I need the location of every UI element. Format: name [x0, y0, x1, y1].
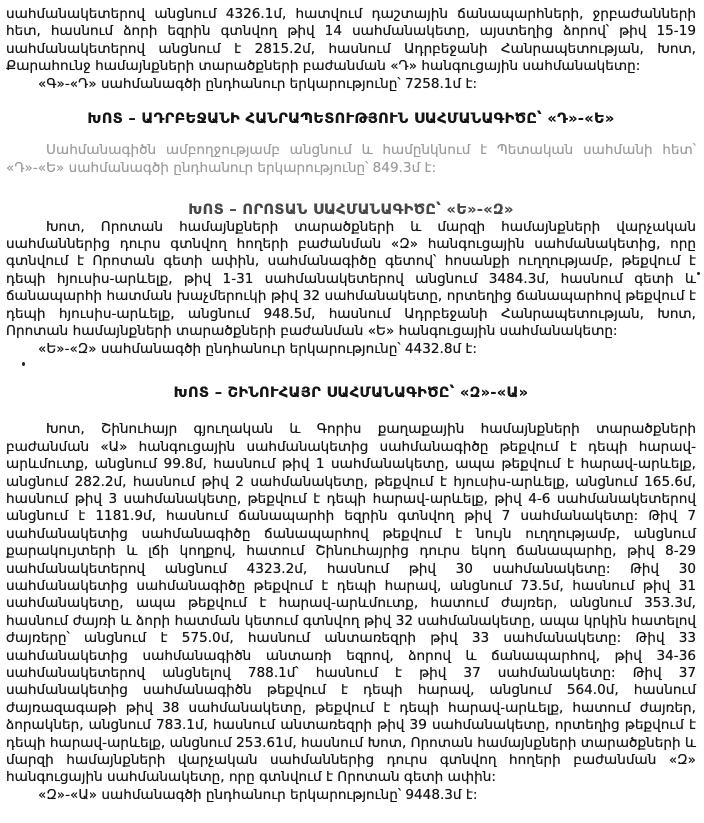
intro-total-length-line: «Գ»-«Դ» սահմանագծի ընդհանուր երկարությունը՝ 7258.1մ է: [38, 75, 478, 92]
heading-khot-vorotan-border: ԽՈՏ – ՈՐՈՏԱՆ ՍԱՀՄԱՆԱԳԻԾԸ՝ «Ե»-«Զ» [188, 201, 514, 219]
shinuhayr-border-paragraph: Խոտ, Շինուհայր գյուղական և Գորիս քաղաքային համայնքների տարածքների բաժանման «Ա» հանգուցային սահմանակետից սահմանագիծը թեքվում է դեպի հարավ-արևմուտք, անցնում 99.8մ, հասնում թիվ 1 սահմանակետը, ապա թեքվում է հարավ-արևելք, անցնում 282.2մ, հասնում թիվ 2 սահմանակետը, թեքվում է հյուսիս-արևելք, անցնում 165.6մ, հասնում թիվ 3 սահմանակետը, թեքվում է դեպի հարավ-արևելք, թիվ 4-6 սահմանակետերով անցնում է 1181.9մ, հասնում ճանապարհի եզրին գտնվող թիվ 7 սահմանակետը: Թիվ 7 սահմանակետից սահմանագիծը ճանապարհով թեքվում է նույն ուղղությամբ, անցնում քարակույտերի և լճի կողքով, հատում Շինուհայրից դուրս եկող ճանապարհը, թիվ 8-29 սահմանակետերով անցնում 4323.2մ, հասնում թիվ 30 սահմանակետը: Թիվ 30 սահմանակետից սահմանագիծը թեքվում է դեպի հարավ, անցնում 73.5մ, հասնում թիվ 31 սահմանակետը, ապա թեքվում է հարավ-արևմուտք, հատում ժայռեր, անցնում 353.3մ, հասնում ժայռի և ձորի հատման կետում գտնվող թիվ 32 սահմանակետը, ապա կրկին հատելով ժայռերը՝ անցնում է 575.0մ, հասնում անտառեզրի թիվ 33 սահմանակետը: Թիվ 33 սահմանակետից սահմանագիծն անտառի եզրով, ձորով և ճանապարհով, թիվ 34-36 սահմանակետերով անցնելով 788.1մ՝ հասնում է թիվ 37 սահմանակետը: Թիվ 37 սահմանակետից սահմանագիծն թեքվում է դեպի հարավ, անցնում 564.0մ, հասնում ժայռազագաթի թիվ 38 սահմանակետը, թեքվում է դեպի հարավ-արևելք, հատում ժայռեր, ձորակներ, անցնում 783.1մ, հասնում անտառեզրի թիվ 39 սահմանակետը, որտեղից թեքվում է դեպի հարավ-արևելք, անցնում 253.61մ, հասնում Խոտ, Որոտան համայնքների տարածքների և մարզի համայնքների վարչական սահմաններից դուրս գտնվող հողերի բաժանման «Զ» հանգուցային սահմանակետը, որը գտնվում է Որոտան գետի ափին: [6, 421, 696, 786]
heading-khot-shinuhayr-border: ԽՈՏ – ՇԻՆՈՒՀԱՅՐ ՍԱՀՄԱՆԱԳԻԾԸ՝ «Զ»-«Ա» [173, 383, 529, 401]
scan-artifact-dot [22, 362, 25, 366]
intro-boundary-paragraph: սահմանակետերով անցնում 4326.1մ, հատվում դաշտային ճանապարհների, ջրբաժանների հետ, հասնում ձորի եզրին գտնվող թիվ 14 սահմանակետը, այստեղից ձորով՝ թիվ 15-19 սահմանակետերով անցնում է 2815.2մ, հասնում Ադրբեջանի Հանրապետության, Խոտ, Քարահունջ համայնքների տարածքների բաժանման «Դ» հանգուցային սահմանակետը: [6, 6, 696, 75]
vorotan-border-paragraph: Խոտ, Որոտան համայնքների տարածքների և մարզի համայնքների վարչական սահմաններից դուրս գտնվող հողերի բաժանման «Զ» հանգուցային սահմանակետից, որը գտնվում է Որոտան գետի ափին, սահմանագիծը գետով՝ հոսանքի ուղղությամբ, թեքվում է դեպի հյուսիս-արևելք, թիվ 1-31 սահմանակետերով անցնում 3484.3մ, հասնում գետի և ճանապարհի հատման խաչմերուկի թիվ 32 սահմանակետը, որտեղից ճանապարհով թեքվում է դեպի հյուսիս-արևելք, անցնում 948.5մ, հասնում Ադրբեջանի Հանրապետության, Խոտ, Որոտան համայնքների տարածքների բաժանման «Ե» հանգուցային սահմանակետը: [6, 218, 696, 340]
heading-khot-azerbaijan-border: ԽՈՏ – ԱԴՐԲԵՋԱՆԻ ՀԱՆՐԱՊԵՏՈՒԹՅՈՒՆ ՍԱՀՄԱՆԱԳԻԾԸ՝ «Դ»-«Ե» [87, 110, 615, 128]
shinuhayr-total-length-line: «Զ»-«Ա» սահմանագծի ընդհանուր երկարությունը՝ 9448.3մ է: [38, 786, 478, 803]
vorotan-total-length-line: «Ե»-«Զ» սահմանագծի ընդհանուր երկարությունը՝ 4432.8մ է: [38, 340, 477, 357]
scan-artifact-dot [697, 272, 700, 275]
azerbaijan-border-paragraph-faint: Սահմանագիծն ամբողջությամբ անցնում և համընկնում է Պետական սահմանի հետ՝ «Դ»-«Ե» սահմանագծի ընդհանուր երկարությունը՝ 849.3մ է: [6, 142, 696, 176]
